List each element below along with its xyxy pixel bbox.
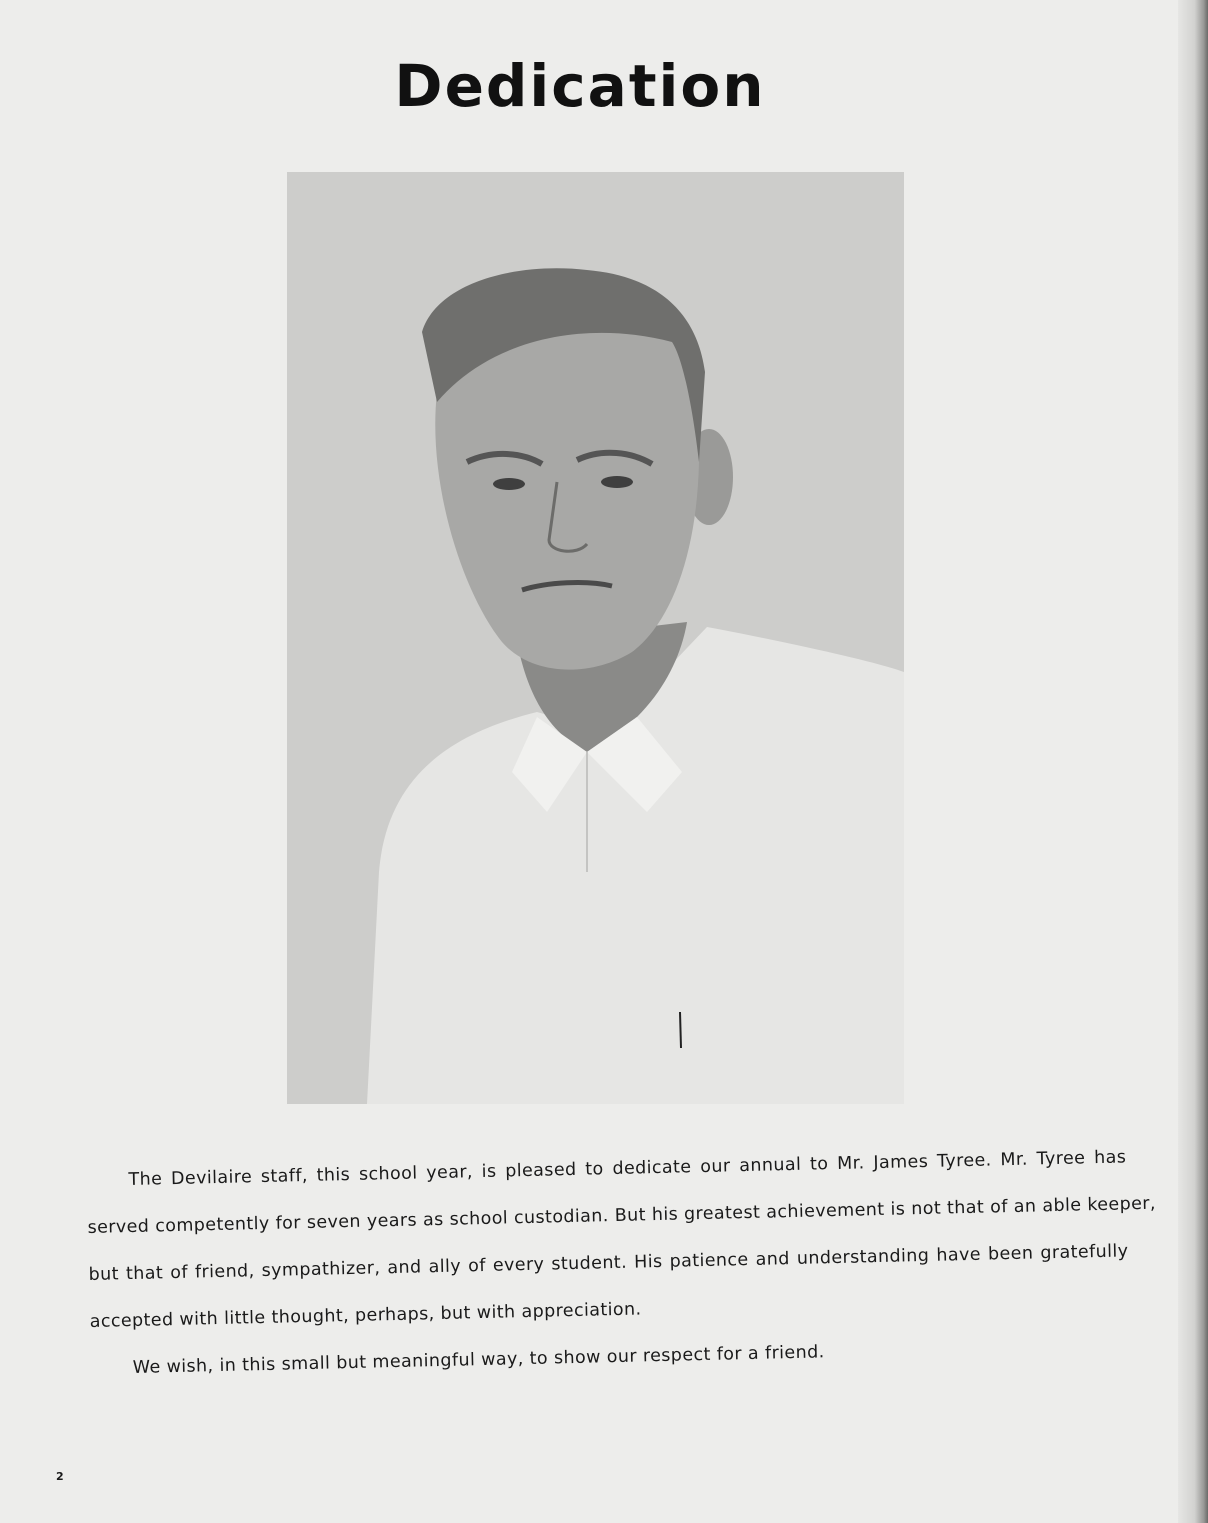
page-binding-edge	[1178, 0, 1208, 1523]
dedication-text	[86, 1134, 1157, 1393]
dedication-line: served competently for seven years as school custodian. But his greatest achievement is not that of an able keeper,	[87, 1193, 1157, 1238]
dedication-line: We wish, in this small but meaningful way, to show our respect for a friend.	[132, 1342, 825, 1378]
dedication-line: The Devilaire staff, this school year, is pleased to dedicate our annual to Mr. James Tyree. Mr. Tyree has	[128, 1147, 1127, 1191]
portrait-illustration	[287, 172, 904, 1104]
dedication-line: accepted with little thought, perhaps, but with appreciation.	[89, 1299, 642, 1332]
page-number: 2	[56, 1470, 64, 1483]
portrait-photo	[287, 172, 904, 1104]
page-title: Dedication	[394, 52, 766, 120]
dedication-line: but that of friend, sympathizer, and ally of every student. His patience and understanding have been gratefully	[88, 1241, 1129, 1285]
